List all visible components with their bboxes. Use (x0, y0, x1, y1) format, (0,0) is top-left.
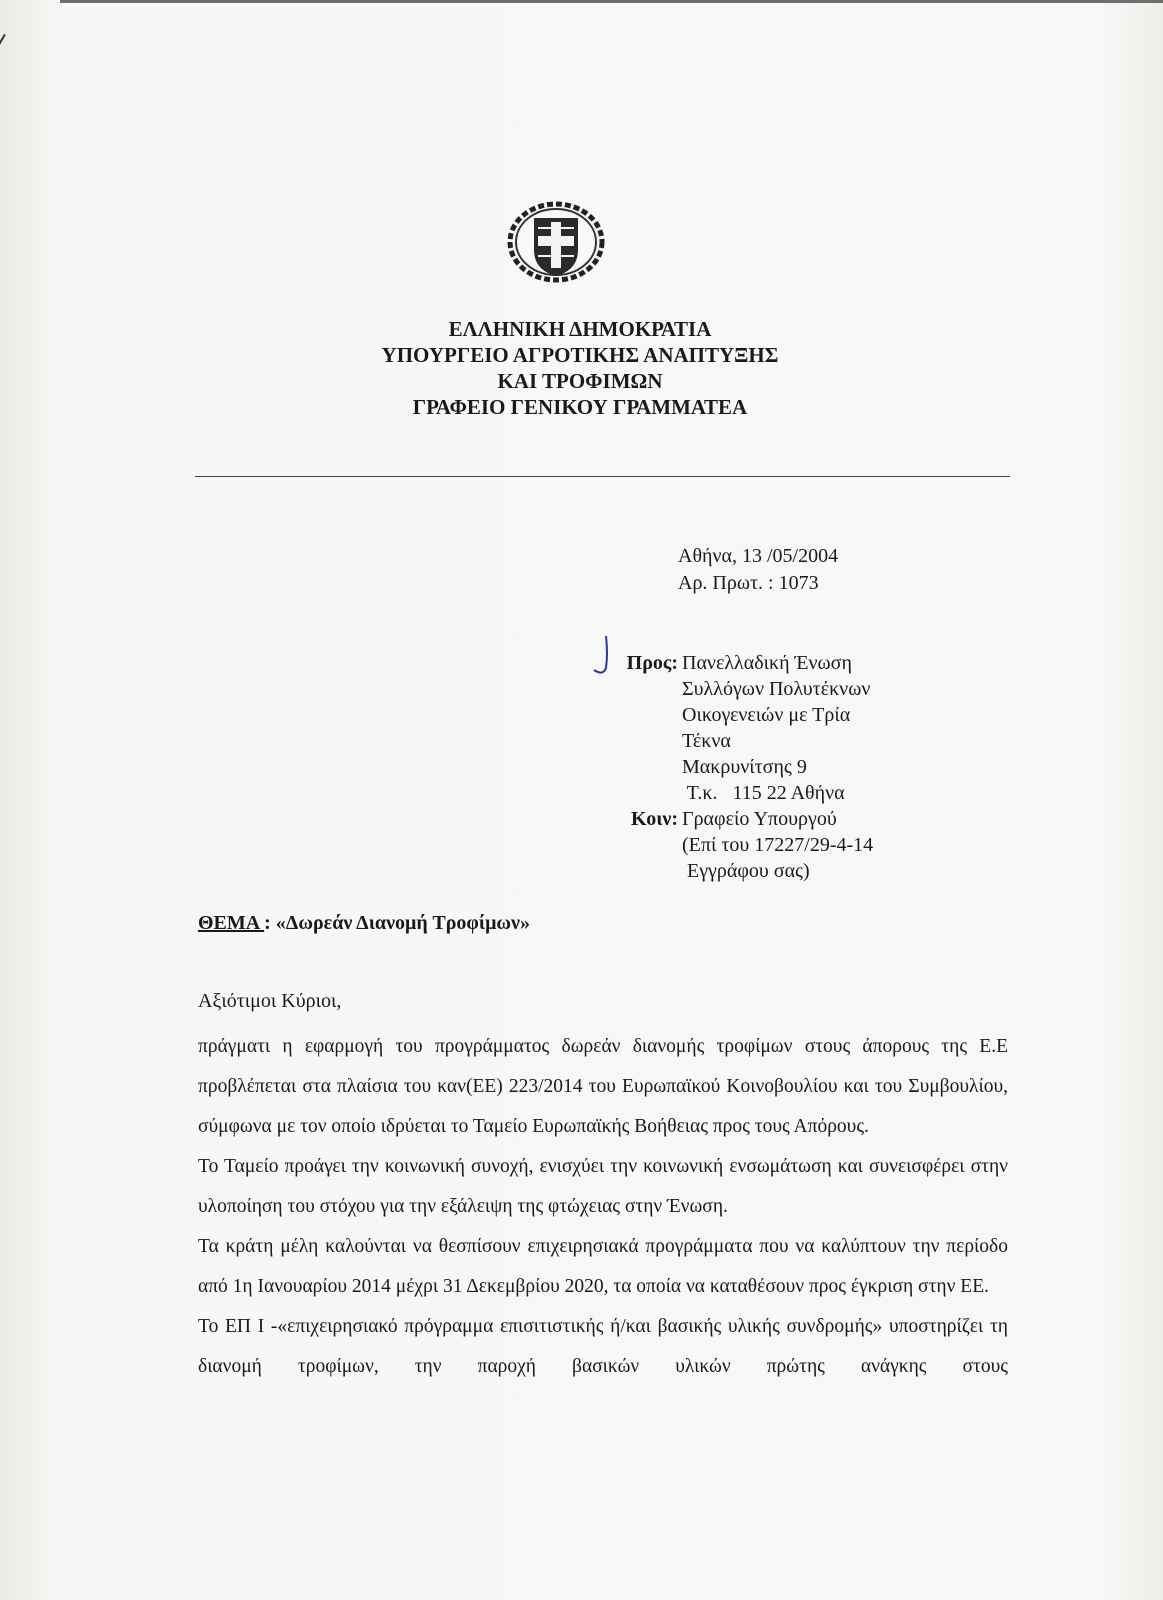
cc-address (682, 806, 873, 884)
to-line: Τ.κ. 115 22 Αθήνα (682, 782, 845, 804)
to-address (682, 650, 870, 806)
header-divider (195, 476, 1010, 477)
letterhead (340, 316, 820, 420)
body-paragraph: πράγματι η εφαρμογή του προγράμματος δωρεάν διανομής τροφίμων στους άπορους της Ε.Ε προβλέπεται στα πλαίσια του καν(ΕΕ) 223/2014 του Ευρωπαϊκού Κοινοβουλίου και του Συμβουλίου, σύμφωνα με τον οποίο ιδρύεται το Ταμείο Ευρωπαϊκής Βοήθειας προς τους Απόρους. (198, 1036, 1008, 1137)
cc-line: Εγγράφου σας) (682, 860, 810, 882)
letterhead-line-1: ΕΛΛΗΝΙΚΗ ΔΗΜΟΚΡΑΤΙΑ (448, 317, 712, 341)
document-date: Αθήνα, 13 /05/2004 (678, 545, 839, 567)
body-paragraph: Το Ταμείο προάγει την κοινωνική συνοχή, ενισχύει την κοινωνική ενσωμάτωση και συνεισφέρει στην υλοποίηση του στόχου για την εξάλειψη της φτώχειας στην Ένωση. (198, 1156, 1008, 1217)
to-line: Τέκνα (682, 730, 731, 752)
body-paragraph: Το ΕΠ Ι -«επιχειρησιακό πρόγραμμα επισιτιστικής ή/και βασικής υλικής συνδρομής» υποστηρίζει τη διανομή τροφίμων, την παροχή βασικών υλικών πρώτης ανάγκης στους (198, 1316, 1008, 1377)
cc-line: Γραφείο Υπουργού (682, 808, 837, 830)
greek-coat-of-arms-icon (506, 200, 606, 284)
subject-label: ΘΕΜΑ (198, 912, 265, 934)
salutation: Αξιότιμοι Κύριοι, (198, 990, 342, 1012)
to-line: Συλλόγων Πολυτέκνων (682, 678, 871, 700)
to-line: Μακρυνίτσης 9 (682, 756, 807, 778)
cc-line: (Επί του 17227/29-4-14 (682, 834, 874, 856)
letterhead-line-2: ΥΠΟΥΡΓΕΙΟ ΑΓΡΟΤΙΚΗΣ ΑΝΑΠΤΥΞΗΣ (381, 343, 779, 367)
subject-line (198, 912, 530, 935)
subject-text: : «Δωρεάν Διανομή Τροφίμων» (264, 912, 530, 934)
scan-top-edge (60, 0, 1163, 3)
letter-body (198, 1027, 1008, 1387)
body-paragraph: Τα κράτη μέλη καλούνται να θεσπίσουν επιχειρησιακά προγράμματα που να καλύπτουν την περίοδο από 1η Ιανουαρίου 2014 μέχρι 31 Δεκεμβρίου 2020, τα οποία να καταθέσουν προς έγκριση στην ΕΕ. (198, 1236, 1008, 1297)
corner-pen-mark (0, 34, 6, 89)
letterhead-line-4: ΓΡΑΦΕΙΟ ΓΕΝΙΚΟΥ ΓΡΑΜΜΑΤΕΑ (412, 395, 748, 419)
date-block (678, 543, 838, 597)
cc-label: Κοιν: (631, 808, 678, 830)
to-line: Οικογενειών με Τρία (682, 704, 851, 726)
letterhead-line-3: ΚΑΙ ΤΡΟΦΙΜΩΝ (497, 369, 663, 393)
to-label: Προς: (626, 652, 678, 674)
recipient-block (600, 650, 873, 884)
to-line: Πανελλαδική Ένωση (682, 652, 852, 674)
protocol-number: Αρ. Πρωτ. : 1073 (678, 572, 819, 594)
